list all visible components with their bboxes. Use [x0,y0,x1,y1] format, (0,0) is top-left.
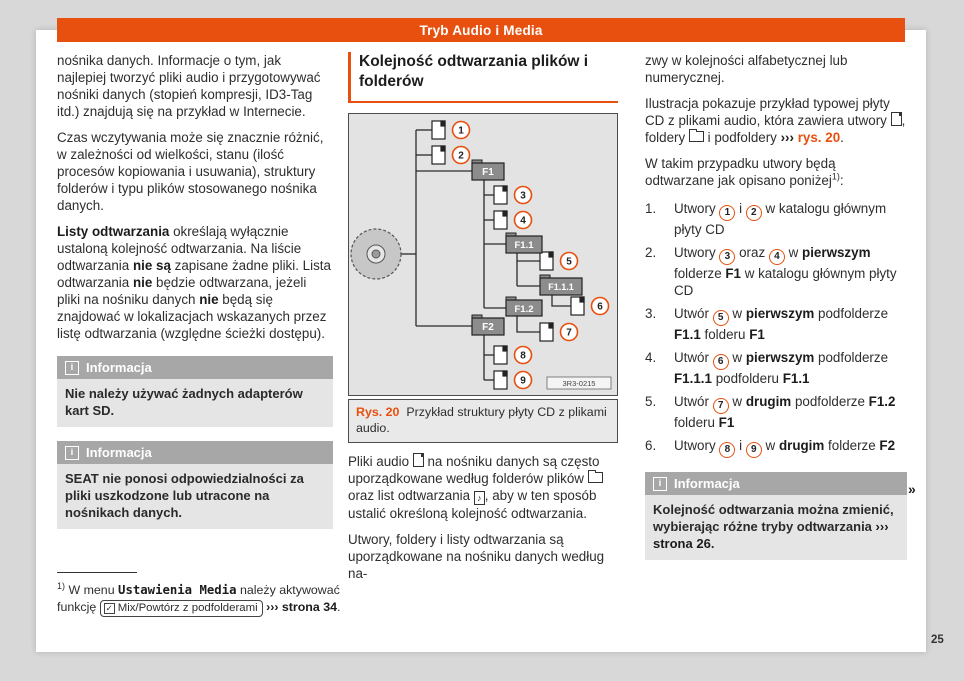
track-number-badge: 5 [713,310,729,326]
bold-text: nie [199,292,219,307]
paragraph: Czas wczytywania może się znacznie różnić, w zależności od wielkości, stanu (ilość procesów kopiowania i usuwania), struktury folderów i typu plików stosowanego nośnika danych. [57,130,324,213]
bold-text: pierwszym [745,306,815,321]
file-icon [413,453,424,467]
info-box-title: Informacja [86,360,152,375]
track-number-badge [515,372,532,389]
bold-text: F1 [749,327,765,342]
list-number: 3. [645,306,657,321]
bold-text: pierwszym [745,350,815,365]
svg-text:8: 8 [520,350,526,362]
paragraph: Utwory, foldery i listy odtwarzania są uporządkowane na nośniku danych według na- [348,532,605,581]
footnote-text: $^{1)}$ W menu Ustawienia Media należy aktywować funkcję ✓ Mix/Powtórz z podfolderami ››› strona 34. [57,582,357,617]
audio-file-icon [494,346,507,364]
playlist-icon [474,491,485,505]
track-number-badge: 9 [746,442,762,458]
list-item [645,200,907,238]
bold-text: F1.1 [782,371,810,386]
audio-file-icon [494,186,507,204]
footnote-rule [57,572,137,573]
svg-text:F1.1: F1.1 [514,240,534,251]
list-number: 4. [645,350,657,365]
bold-text: F2 [879,438,896,453]
info-box-header [645,472,907,495]
list-item-text: Utwory 8 i 9 w drugim folderze F2 [674,437,907,458]
audio-file-icon [432,146,445,164]
chapter-header-bar [57,18,905,42]
bold-text: F1.1.1 [674,371,712,386]
list-item-text: Utwory 3 oraz 4 w pierwszym folderze F1 w katalogu głównym płyty CD [674,245,897,298]
track-number-badge: 7 [713,398,729,414]
paragraph: Pliki audio na nośniku danych są często uporządkowane według folderów plików oraz list odtwarzania ♪, aby w ten sposób ustalić określoną kolejność odtwarzania. [348,453,618,522]
section-heading: Kolejność odtwarzania plików i folderów [348,52,618,103]
list-number: 2. [645,245,657,260]
svg-text:7: 7 [566,327,572,339]
info-icon: i [65,446,79,460]
audio-file-icon [540,252,553,270]
list-number: 5. [645,394,657,409]
svg-text:6: 6 [597,301,603,313]
track-number-badge: 8 [719,442,735,458]
list-item [645,244,907,299]
svg-text:2: 2 [458,150,464,162]
bold-text: F1 [725,266,741,281]
info-box [57,441,333,529]
audio-file-icon [494,211,507,229]
column-left [57,52,333,539]
track-number-badge: 1 [719,205,735,221]
track-number-badge: 6 [713,354,729,370]
figure-code-label [547,377,611,389]
track-number-badge [592,298,609,315]
info-box-body: Nie należy używać żadnych adapterów kart SD. [57,379,333,427]
bold-text: pierwszym [802,245,871,260]
svg-text:F1: F1 [482,167,494,178]
column-middle [348,52,618,591]
info-box-title: Informacja [674,476,740,491]
track-number-badge [561,324,578,341]
svg-text:F1.2: F1.2 [514,304,534,315]
audio-file-icon [571,297,584,315]
info-box-body: SEAT nie ponosi odpowiedzialności za pliki uszkodzone lub utracone na nośnikach danych. [57,464,333,529]
list-item-text: Utwór 6 w pierwszym podfolderze F1.1.1 podfolderu F1.1 [674,350,889,386]
folder-node-f1 [472,160,504,180]
bold-text: F1 [718,415,735,430]
audio-file-icon [494,371,507,389]
folder-node-f1-1 [506,233,542,253]
menu-path-label: Ustawienia Media [118,583,237,597]
track-number-badge [561,253,578,270]
bold-text: nie [132,275,153,290]
list-number: 1. [645,201,657,216]
bold-text: drugim [745,394,792,409]
cross-reference-link[interactable]: Rys. 20 [356,405,400,419]
info-box-body: Kolejność odtwarzania można zmienić, wybierając różne tryby odtwarzania ››› strona 26. [645,495,907,560]
track-number-badge [453,147,470,164]
track-number-badge [515,212,532,229]
info-icon: i [653,477,667,491]
svg-text:4: 4 [520,215,526,227]
folder-node-f1-1-1 [540,275,582,295]
folder-node-f2 [472,315,504,335]
menu-function-button[interactable]: ✓ Mix/Powtórz z podfolderami [100,600,263,617]
cross-reference-link[interactable]: rys. 20 [797,130,841,145]
svg-text:F2: F2 [482,322,494,333]
paragraph: W takim przypadku utwory będą odtwarzane jak opisano poniżej$^{1)}$: [645,156,844,188]
svg-text:F1.1.1: F1.1.1 [548,282,574,292]
track-number-badge [515,187,532,204]
audio-file-icon [432,121,445,139]
bold-text: ››› [780,130,798,145]
figure-caption: Rys. 20 Przykład struktury płyty CD z plikami audio. [348,399,618,443]
list-item [645,349,907,387]
folder-node-f1-2 [506,297,542,316]
audio-file-icon [540,323,553,341]
bold-text: nie są [132,258,171,273]
svg-text:3: 3 [520,190,526,202]
list-item-text: Utwór 5 w pierwszym podfolderze F1.1 folderu F1 [674,306,889,342]
footnote-marker: 1) [831,171,840,182]
bold-text: Listy odtwarzania [57,224,170,239]
svg-text:5: 5 [566,256,572,268]
bold-text: F1.2 [868,394,896,409]
info-icon: i [65,361,79,375]
info-box [645,472,907,560]
bold-text: ››› strona 26 [653,519,889,551]
info-box-header [57,441,333,464]
list-item [645,393,907,431]
bold-text: F1.1 [674,327,701,342]
folder-icon [689,131,704,142]
page-number: 25 [931,634,944,646]
paragraph: Listy odtwarzania określają wyłącznie ustaloną kolejność odtwarzania. Na liście odtwarzania nie są zapisane żadne pliki. Lista odtwarzania nie będzie odtwarzana, jeżeli pliki na nośniku danych nie będą się znajdować w lokalizacjach wskazanych przez listę odtwarzania (względne ścieżki dostępu). [57,224,331,341]
track-number-badge: 3 [719,249,735,265]
bold-text: ››› strona 34 [266,599,337,614]
track-number-badge: 2 [746,205,762,221]
track-number-badge [515,347,532,364]
cd-structure-diagram [349,114,617,393]
page-title: Tryb Audio i Media [419,22,543,38]
folder-nodes [472,160,582,335]
info-box-header [57,356,333,379]
track-number-badge: 4 [769,249,785,265]
column-right [645,52,907,570]
paragraph: nośnika danych. Informacje o tym, jak najlepiej tworzyć pliki audio i przygotowywać nośniki danych (stopień kompresji, ID3-Tag itd.) znajdują się na przykład w Internecie. [57,53,321,119]
file-icon [891,112,902,126]
footnote-marker: 1) [57,580,66,591]
list-item [645,437,907,458]
bold-text: drugim [778,438,825,453]
cd-disc-icon [351,229,401,279]
list-item-text: Utwór 7 w drugim podfolderze F1.2 folderu F1 [674,394,896,430]
svg-text:3R3-0215: 3R3-0215 [562,379,596,388]
footnote [57,572,357,617]
folder-icon [588,472,603,483]
ordered-list [645,200,907,458]
list-item-text: Utwory 1 i 2 w katalogu głównym płyty CD [674,201,887,237]
paragraph: zwy w kolejności alfabetycznej lub numerycznej. [645,53,848,85]
svg-text:1: 1 [458,125,464,137]
paragraph: Ilustracja pokazuje przykład typowej płyty CD z plikami audio, która zawiera utwory , foldery i podfoldery ››› rys. 20. [645,96,906,145]
figure-frame [348,113,618,396]
list-item [645,305,907,343]
checkbox-checked-icon: ✓ [105,602,113,613]
info-box [57,356,333,427]
list-number: 6. [645,438,657,453]
track-number-badge [453,122,470,139]
svg-text:9: 9 [520,375,526,387]
continuation-marker: » [908,481,916,497]
info-box-title: Informacja [86,445,152,460]
